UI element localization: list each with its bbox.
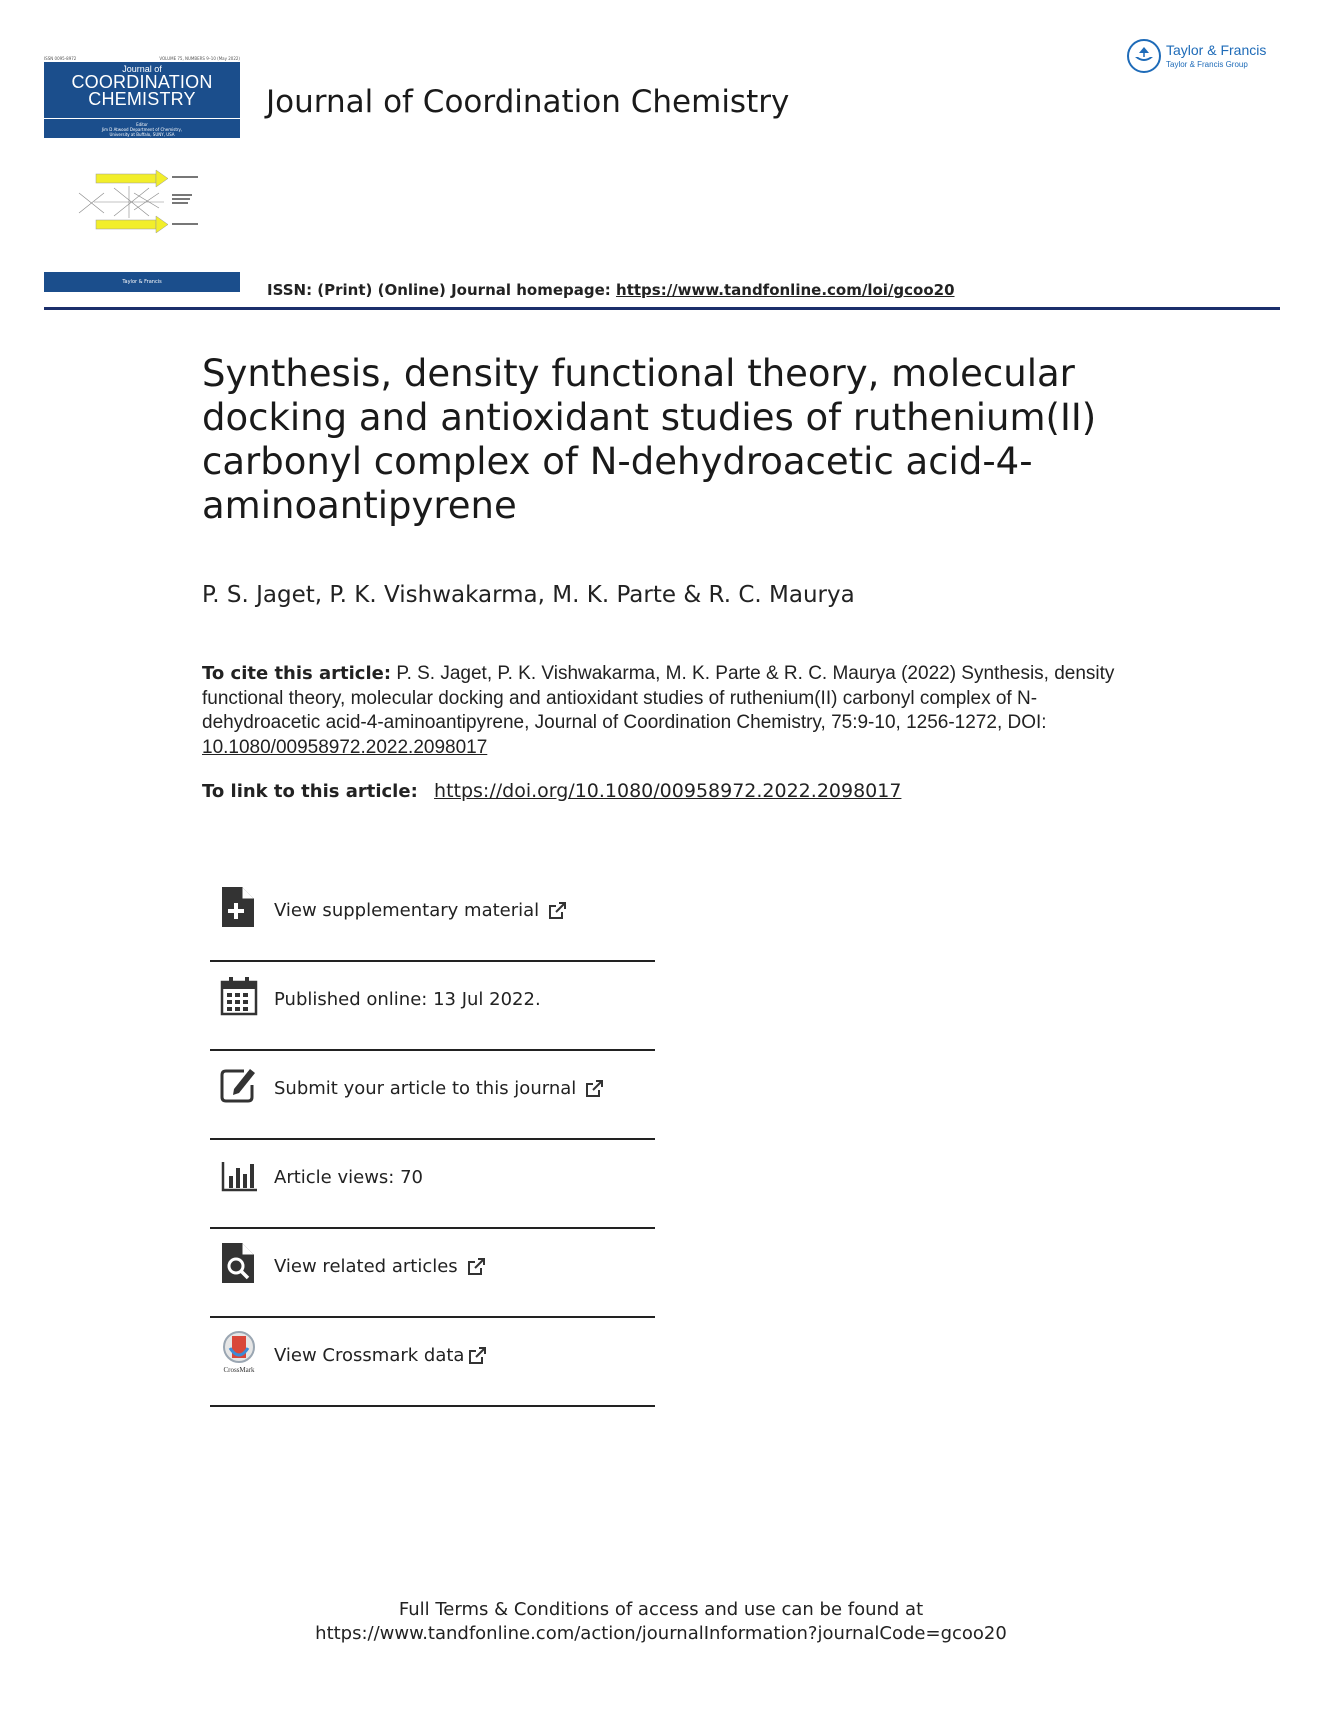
info-item-supplementary[interactable]: [210, 873, 655, 962]
cover-artwork: [74, 168, 224, 240]
info-label: Article views: 70: [274, 1167, 423, 1188]
footer-terms: Full Terms & Conditions of access and use can be found at: [398, 1599, 924, 1620]
article-authors: P. S. Jaget, P. K. Vishwakarma, M. K. Parte & R. C. Maurya: [202, 582, 855, 608]
info-item-related[interactable]: [210, 1229, 655, 1318]
article-link-line: [202, 780, 901, 802]
cover-title-band: [44, 62, 240, 118]
header-rule: [44, 307, 1280, 310]
external-link-icon: [584, 1079, 604, 1099]
edit-icon: [220, 1063, 258, 1107]
search-document-icon: [220, 1241, 258, 1285]
footer: [0, 1598, 1322, 1646]
info-item-published: [210, 962, 655, 1051]
link-label: To link to this article:: [202, 781, 425, 802]
publisher-name: Taylor & Francis: [1166, 42, 1267, 58]
cover-journal-of: Journal of: [122, 64, 162, 74]
journal-homepage-link[interactable]: https://www.tandfonline.com/loi/gcoo20: [616, 281, 955, 299]
info-label: Submit your article to this journal: [274, 1078, 577, 1099]
external-link-icon: [467, 1346, 487, 1366]
info-item-submit[interactable]: [210, 1051, 655, 1140]
cover-volume: VOLUME 75, NUMBERS 9–10 (May 2022): [159, 56, 240, 61]
crossmark-caption: CrossMark: [223, 1366, 255, 1374]
article-doi-url[interactable]: https://doi.org/10.1080/00958972.2022.2098017: [434, 780, 902, 802]
info-item-views: [210, 1140, 655, 1229]
journal-title: Journal of Coordination Chemistry: [266, 84, 790, 120]
external-link-icon: [466, 1257, 486, 1277]
external-link-icon: [547, 901, 567, 921]
cover-line2: CHEMISTRY: [88, 89, 196, 109]
calendar-icon: [220, 974, 258, 1018]
cover-publisher: Taylor & Francis: [44, 272, 240, 292]
info-label: View related articles: [274, 1256, 458, 1277]
journal-cover: [44, 56, 240, 293]
cite-label: To cite this article:: [202, 663, 392, 684]
doi-link[interactable]: 10.1080/00958972.2022.2098017: [202, 736, 488, 758]
crossmark-icon: [220, 1330, 258, 1374]
footer-url[interactable]: https://www.tandfonline.com/action/journalInformation?journalCode=gcoo20: [315, 1623, 1007, 1644]
citation-block: [202, 662, 1132, 760]
publisher-group: Taylor & Francis Group: [1166, 60, 1248, 69]
cover-issn: ISSN 0095-8972: [44, 56, 77, 61]
issn-label: ISSN: (Print) (Online) Journal homepage:: [267, 281, 617, 299]
info-item-crossmark[interactable]: [210, 1318, 655, 1407]
info-label: View Crossmark data: [274, 1345, 465, 1366]
tf-logo-icon: [1126, 38, 1162, 74]
info-label: View supplementary material: [274, 900, 540, 921]
article-info-list: [210, 873, 655, 1407]
issn-line: [267, 281, 955, 299]
cover-editor: Editor Jim D Atwood Department of Chemistry, University at Buffalo, SUNY, USA: [44, 118, 240, 138]
article-title: Synthesis, density functional theory, molecular docking and antioxidant studies of ruthenium(II) carbonyl complex of N-dehydroacetic acid-4-aminoantipyrene: [202, 352, 1097, 527]
taylor-francis-logo[interactable]: [1126, 38, 1286, 78]
cover-line1: COORDINATION: [71, 72, 213, 92]
cite-text: P. S. Jaget, P. K. Vishwakarma, M. K. Parte & R. C. Maurya (2022) Synthesis, density functional theory, molecular docking and antioxidant studies of ruthenium(II) carbonyl complex of N-dehydroacetic acid-4-aminoantipyrene, Journal of Coordination Chemistry, 75:9-10, 1256-1272, DOI:: [202, 663, 1115, 733]
supplementary-file-icon: [220, 885, 258, 929]
bar-chart-icon: [220, 1152, 258, 1196]
info-label: Published online: 13 Jul 2022.: [274, 989, 541, 1010]
